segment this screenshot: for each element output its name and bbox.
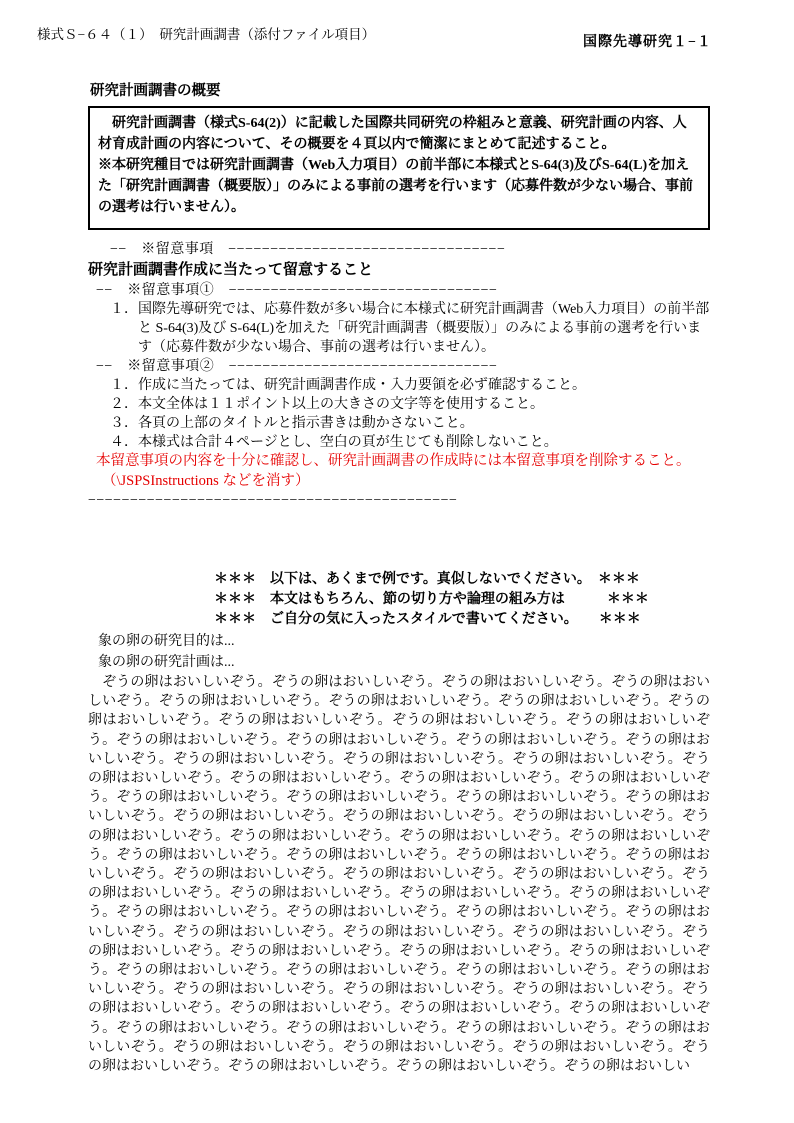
notes-divider-3: −− ※留意事項② −−−−−−−−−−−−−−−−−−−−−−−−−−−−−−−− — [96, 359, 498, 374]
note-item-2: ２．本文全体は１１ポイント以上の大きさの文字等を使用すること。 — [110, 397, 544, 412]
notes-divider-2: −− ※留意事項① −−−−−−−−−−−−−−−−−−−−−−−−−−−−−−−− — [96, 283, 498, 298]
overview-section-title: 研究計画調書の概要 — [90, 83, 221, 99]
document-body — [0, 52, 794, 1076]
instruction-paragraph-1: 研究計画調書（様式S-64(2)）に記載した国際共同研究の枠組みと意義、研究計画の内容、人材育成計画の内容について、その概要を４頁以内で簡潔にまとめて記述すること。 — [98, 116, 687, 152]
example-disclaimer-block — [214, 570, 710, 630]
filler-paragraph: ぞうの卵はおいしいぞう。ぞうの卵はおいしいぞう。ぞうの卵はおいしいぞう。ぞうの卵はおいしいぞう。ぞうの卵はおいしいぞう。ぞうの卵はおいしいぞう。ぞうの卵はおいしいぞう。ぞうの卵はおいしいぞう。ぞうの卵はおいしいぞう。ぞうの卵はおいしいぞう。ぞうの卵はおいしいぞう。ぞうの卵はおいしいぞう。ぞうの卵はおいしいぞう。ぞうの卵はおいしいぞう。ぞうの卵はおいしいぞう。ぞうの卵はおいしいぞう。ぞうの卵はおいしいぞう。ぞうの卵はおいしいぞう。ぞうの卵はおいしいぞう。ぞうの卵はおいしいぞう。ぞうの卵はおいしいぞう。ぞうの卵はおいしいぞう。ぞうの卵はおいしいぞう。ぞうの卵はおいしいぞう。ぞうの卵はおいしいぞう。ぞうの卵はおいしいぞう。ぞうの卵はおいしいぞう。ぞうの卵はおいしいぞう。ぞうの卵はおいしいぞう。ぞうの卵はおいしいぞう。ぞうの卵はおいしいぞう。ぞうの卵はおいしいぞう。ぞうの卵はおいしいぞう。ぞうの卵はおいしいぞう。ぞうの卵はおいしいぞう。ぞうの卵はおいしいぞう。ぞうの卵はおいしいぞう。ぞうの卵はおいしいぞう。ぞうの卵はおいしいぞう。ぞうの卵はおいしいぞう。ぞうの卵はおいしいぞう。ぞうの卵はおいしいぞう。ぞうの卵はおいしいぞう。ぞうの卵はおいしいぞう。ぞうの卵はおいしいぞう。ぞうの卵はおいしいぞう。ぞうの卵はおいしいぞう。ぞうの卵はおいしいぞう。ぞうの卵はおいしいぞう。ぞうの卵はおいしいぞう。ぞうの卵はおいしいぞう。ぞうの卵はおいしいぞう。ぞうの卵はおいしいぞう。ぞうの卵はおいしいぞう。ぞうの卵はおいしいぞう。ぞうの卵はおいしいぞう。ぞうの卵はおいしいぞう。ぞうの卵はおいしいぞう。ぞうの卵はおいしいぞう。ぞうの卵はおいしいぞう。ぞうの卵はおいしいぞう。ぞうの卵はおいしいぞう。ぞうの卵はおいしいぞう。ぞうの卵はおいしいぞう。ぞうの卵はおいしいぞう。ぞうの卵はおいしいぞう。ぞうの卵はおいしいぞう。ぞうの卵はおいしいぞう。ぞうの卵はおいしいぞう。ぞうの卵はおいしいぞう。ぞうの卵はおいしいぞう。ぞうの卵はおいしいぞう。ぞうの卵はおいしいぞう。ぞうの卵はおいしいぞう。ぞうの卵はおいしいぞう。ぞうの卵はおいしいぞう。ぞうの卵はおいしい — [88, 675, 710, 1075]
form-id-label: 様式Ｓ−６４（１） 研究計画調書（添付ファイル項目） — [37, 27, 376, 42]
note-item-4: ４．本様式は合計４ページとし、空白の頁が生じても削除しないこと。 — [110, 435, 558, 450]
page-header — [0, 0, 794, 52]
note-item-3: ３．各頁の上部のタイトルと指示書きは動かさないこと。 — [110, 416, 474, 431]
example-plan-line: 象の卵の研究計画は... — [98, 655, 235, 670]
notes-divider-4: −−−−−−−−−−−−−−−−−−−−−−−−−−−−−−−−−−−−−−−−−−−− — [88, 493, 458, 508]
instruction-box — [88, 106, 710, 230]
notes-heading: 研究計画調書作成に当たって留意すること — [88, 262, 374, 278]
instruction-paragraph-2: ※本研究種目では研究計画調書（Web入力項目）の前半部に本様式とS-64(3)及びS-64(L)を加えた「研究計画調書（概要版）」のみによる事前の選考を行います（応募件数が少ない場合、事前の選考は行いません）。 — [98, 158, 693, 215]
example-disclaimer-line-2: ＊＊＊ 本文はもちろん、節の切り方や論理の組み方は ＊＊＊ — [214, 592, 649, 607]
example-purpose-line: 象の卵の研究目的は... — [98, 634, 235, 649]
note-item-main: １．国際先導研究では、応募件数が多い場合に本様式に研究計画調書（Web入力項目）の前半部と S-64(3)及び S-64(L)を加えた「研究計画調書（概要版）」のみによる事前の選考を行います（応募件数が少ない場合、事前の選考は行いません）。 — [110, 302, 710, 355]
example-disclaimer-line-3: ＊＊＊ ご自分の気に入ったスタイルで書いてください。 ＊＊＊ — [214, 612, 641, 627]
program-name-label: 国際先導研究１−１ — [583, 35, 712, 50]
warning-text-1: 本留意事項の内容を十分に確認し、研究計画調書の作成時には本留意事項を削除すること。 — [96, 453, 691, 469]
example-disclaimer-line-1: ＊＊＊ 以下は、あくまで例です。真似しないでください。 ＊＊＊ — [214, 572, 640, 587]
warning-text-2: （\JSPSInstructions などを消す） — [102, 472, 310, 489]
notes-divider-1: −− ※留意事項 −−−−−−−−−−−−−−−−−−−−−−−−−−−−−−−−− — [110, 242, 506, 257]
note-item-1: １．作成に当たっては、研究計画調書作成・入力要領を必ず確認すること。 — [110, 378, 586, 393]
